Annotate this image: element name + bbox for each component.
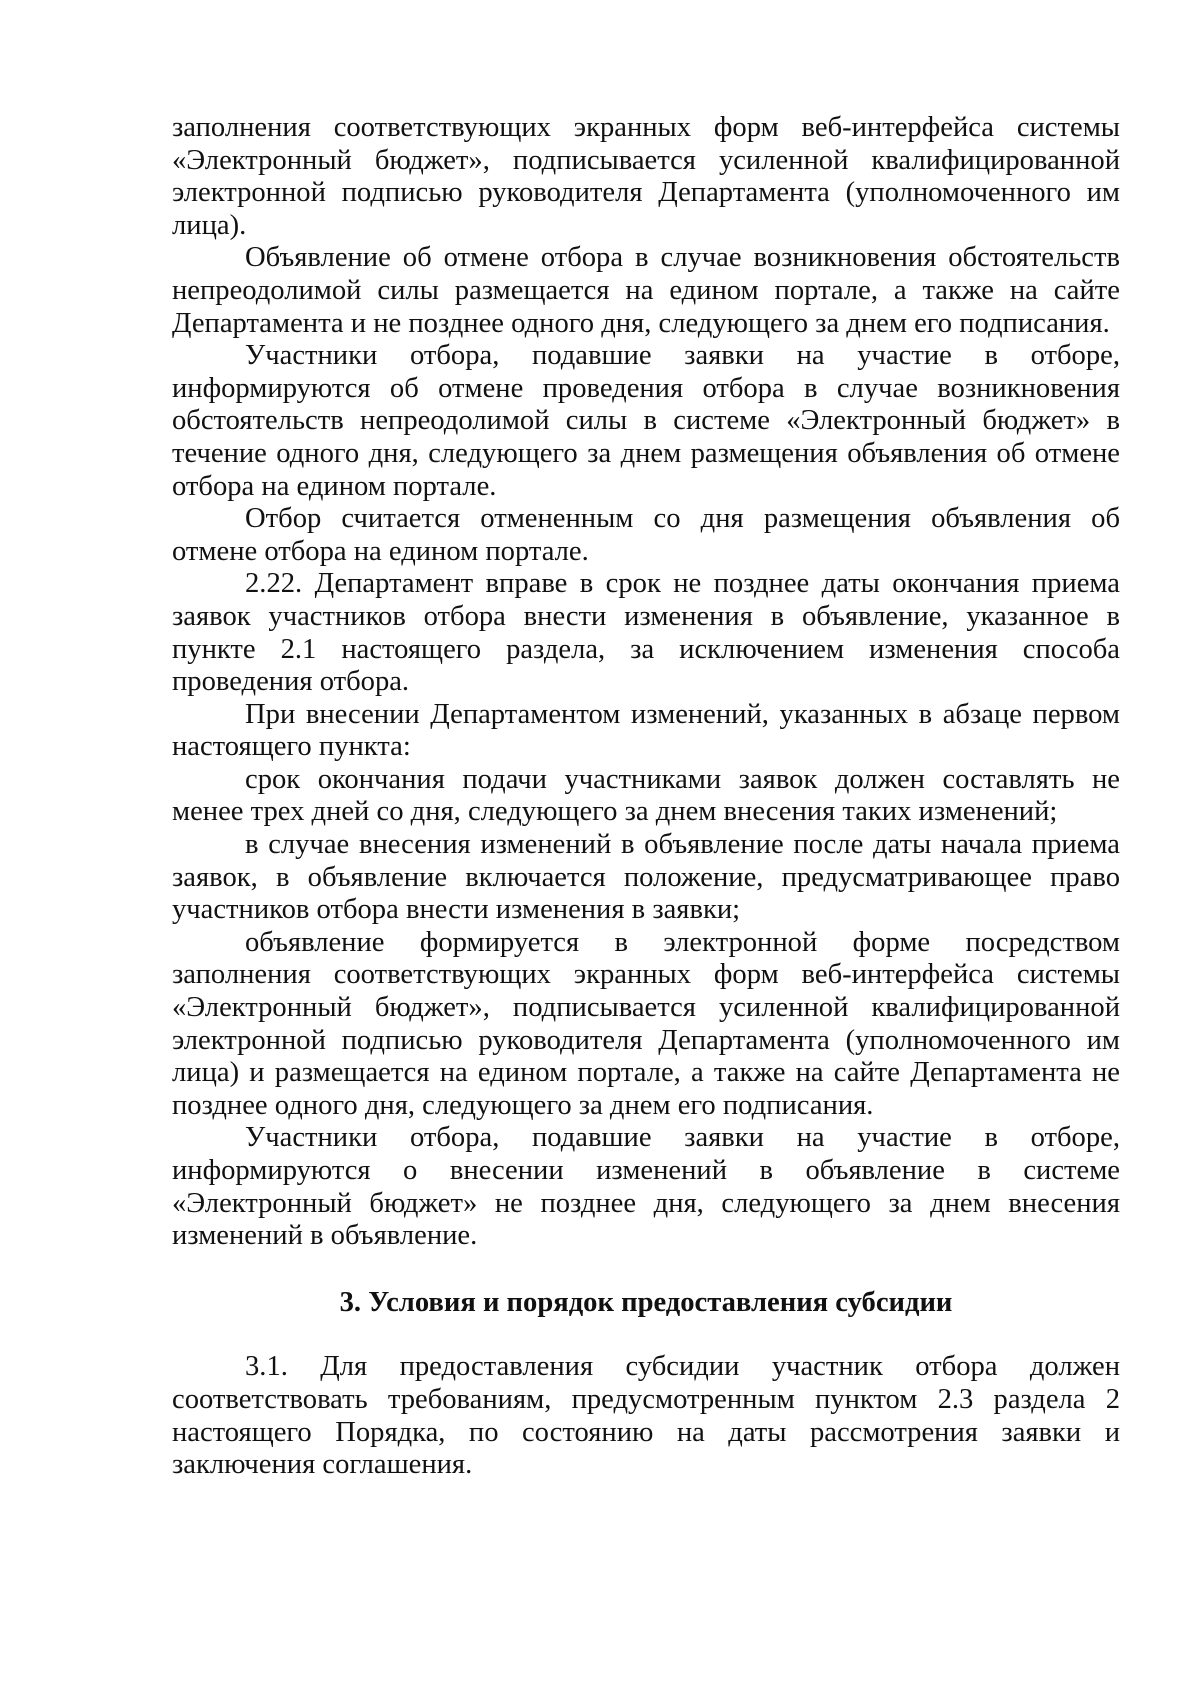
paragraph: заполнения соответствующих экранных форм веб-интерфейса системы «Электронный бюджет», подписывается усиленной квалифицированной электронной подписью руководителя Департамента (уполномоченного им лица). [172,112,1120,241]
document-page [172,112,1120,1482]
section-heading: 3. Условия и порядок предоставления субсидии [339,1286,953,1318]
paragraph: Участники отбора, подавшие заявки на участие в отборе, информируются о внесении изменений в объявление в системе «Электронный бюджет» не позднее дня, следующего за днем внесения изменений в объявление. [172,1122,1120,1252]
paragraph: Участники отбора, подавшие заявки на участие в отборе, информируются об отмене проведения отбора в случае возникновения обстоятельств непреодолимой силы в системе «Электронный бюджет» в течение одного дня, следующего за днем размещения объявления об отмене отбора на едином портале. [172,340,1120,502]
paragraph: объявление формируется в электронной форме посредством заполнения соответствующих экранных форм веб-интерфейса системы «Электронный бюджет», подписывается усиленной квалифицированной электронной подписью руководителя Департамента (уполномоченного им лица) и размещается на едином портале, а также на сайте Департамента не позднее одного дня, следующего за днем его подписания. [172,926,1120,1121]
paragraph: срок окончания подачи участниками заявок должен составлять не менее трех дней со дня, следующего за днем внесения таких изменений; [172,763,1120,828]
paragraph: 2.22. Департамент вправе в срок не позднее даты окончания приема заявок участников отбора внести изменения в объявление, указанное в пункте 2.1 настоящего раздела, за исключением изменения способа проведения отбора. [172,568,1120,698]
paragraph: в случае внесения изменений в объявление после даты начала приема заявок, в объявление включается положение, предусматривающее право участников отбора внести изменения в заявки; [172,829,1120,926]
paragraph: Отбор считается отмененным со дня размещения объявления об отмене отбора на едином портале. [172,503,1120,567]
paragraph: Объявление об отмене отбора в случае возникновения обстоятельств непреодолимой силы размещается на едином портале, а также на сайте Департамента и не позднее одного дня, следующего за днем его подписания. [172,242,1120,339]
paragraph: При внесении Департаментом изменений, указанных в абзаце первом настоящего пункта: [172,698,1120,763]
paragraph: 3.1. Для предоставления субсидии участник отбора должен соответствовать требованиям, предусмотренным пунктом 2.3 раздела 2 настоящего Порядка, по состоянию на даты рассмотрения заявки и заключения соглашения. [172,1351,1120,1481]
